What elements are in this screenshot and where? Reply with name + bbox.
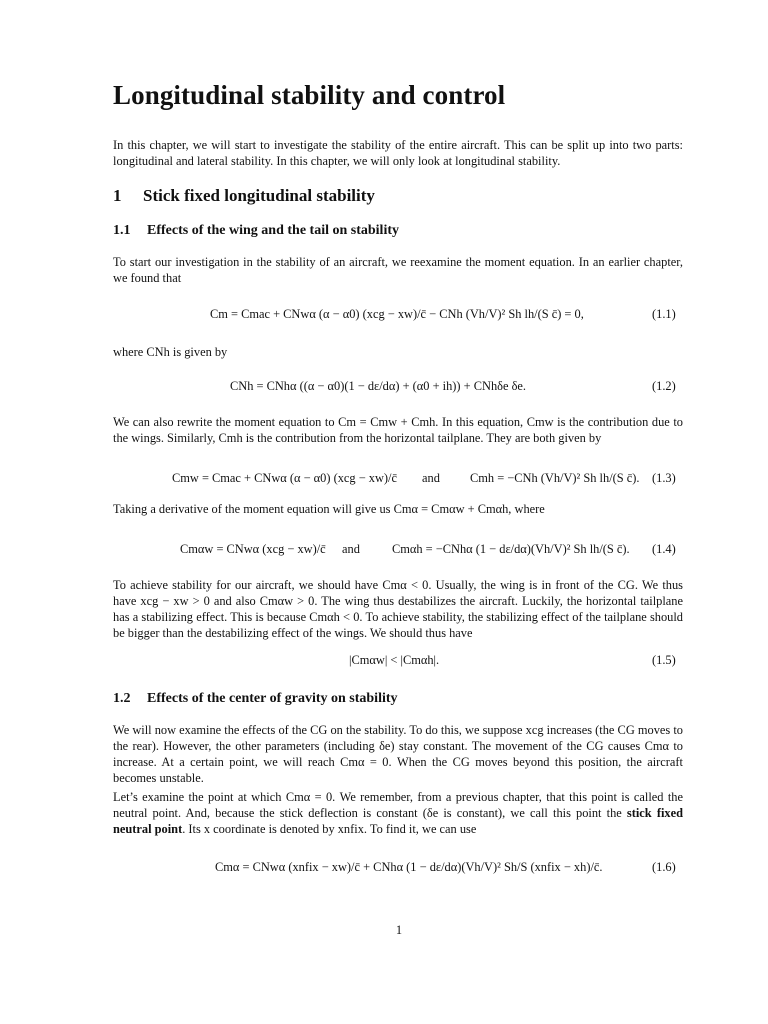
equation-1-6: Cmα = CNwα (xnfix − xw)/c̄ + CNhα (1 − dε/dα)(Vh/V)² Sh/S (xnfix − xh)/c̄. bbox=[215, 860, 603, 874]
equation-1-3-tail: Cmh = −CNh (Vh/V)² Sh lh/(S c̄). bbox=[470, 471, 640, 485]
subsection-number: 1.2 bbox=[113, 691, 131, 706]
equation-1-2: CNh = CNhα ((α − α0)(1 − dε/dα) + (α0 + ih)) + CNhδe δe. bbox=[230, 379, 527, 393]
paragraph-5: To achieve stability for our aircraft, we should have Cmα < 0. Usually, the wing is in front of the CG. We thus have xcg − xw > 0 and also Cmαw > 0. The wing thus destabilizes the aircraft. Luckily, the horizontal tailplane has a stabilizing effect. This is because Cmαh < 0. To achieve stability, the stabilizing effect of the tailplane should be bigger than the destabilizing effect of the wings. We should thus have bbox=[113, 578, 683, 640]
section-1-heading bbox=[113, 186, 375, 206]
section-number: 1 bbox=[113, 186, 122, 205]
section-title: Stick fixed longitudinal stability bbox=[143, 186, 375, 205]
equation-number-1-5: (1.5) bbox=[652, 653, 676, 667]
page-number: 1 bbox=[395, 923, 403, 937]
paragraph-1: To start our investigation in the stability of an aircraft, we reexamine the moment equation. In an earlier chapter, we found that bbox=[113, 255, 683, 285]
paragraph-7 bbox=[113, 789, 683, 837]
subsection-1-2-heading bbox=[113, 691, 398, 707]
equation-number-1-6: (1.6) bbox=[652, 860, 676, 874]
equation-1-3-and: and bbox=[422, 471, 440, 485]
stick-fixed-neutral-point-term: stick fixed neutral point bbox=[113, 806, 683, 836]
subsection-1-1-heading bbox=[113, 223, 399, 239]
equation-number-1-3: (1.3) bbox=[652, 471, 676, 485]
paragraph-2: where CNh is given by bbox=[113, 345, 228, 359]
paragraph-7-text: Let’s examine the point at which Cmα = 0. We remember, from a previous chapter, that this point is called the neutral point. And, because the stick deflection is constant (δe is constant), we call this point the stick fixed neutral point. Its x coordinate is denoted by xnfix. To find it, we can use bbox=[113, 790, 683, 836]
subsection-title: Effects of the center of gravity on stability bbox=[147, 691, 398, 706]
subsection-number: 1.1 bbox=[113, 223, 131, 238]
equation-number-1-2: (1.2) bbox=[652, 379, 676, 393]
equation-1-4-wing: Cmαw = CNwα (xcg − xw)/c̄ bbox=[180, 542, 326, 556]
paragraph-4: Taking a derivative of the moment equation will give us Cmα = Cmαw + Cmαh, where bbox=[113, 502, 545, 516]
equation-1-4-and: and bbox=[342, 542, 360, 556]
equation-number-1-1: (1.1) bbox=[652, 307, 676, 321]
equation-1-5: |Cmαw| < |Cmαh|. bbox=[349, 653, 440, 667]
chapter-title: Longitudinal stability and control bbox=[113, 80, 506, 110]
equation-1-3-wing: Cmw = Cmac + CNwα (α − α0) (xcg − xw)/c̄ bbox=[172, 471, 397, 485]
equation-1-4-tail: Cmαh = −CNhα (1 − dε/dα)(Vh/V)² Sh lh/(S c̄). bbox=[392, 542, 630, 556]
paragraph-3: We can also rewrite the moment equation to Cm = Cmw + Cmh. In this equation, Cmw is the contribution due to the wings. Similarly, Cmh is the contribution from the horizontal tailplane. They are both given by bbox=[113, 415, 683, 445]
intro-paragraph: In this chapter, we will start to investigate the stability of the entire aircraft. This can be split up into two parts: longitudinal and lateral stability. In this chapter, we will only look at longitudinal stability. bbox=[113, 138, 683, 168]
subsection-title: Effects of the wing and the tail on stability bbox=[147, 223, 399, 238]
paragraph-6: We will now examine the effects of the CG on the stability. To do this, we suppose xcg increases (the CG moves to the rear). However, the other parameters (including δe) stay constant. The movement of the CG causes Cmα to increase. At a certain point, we will reach Cmα = 0. When the CG moves beyond this position, the aircraft becomes unstable. bbox=[113, 723, 683, 785]
equation-number-1-4: (1.4) bbox=[652, 542, 676, 556]
equation-1-1: Cm = Cmac + CNwα (α − α0) (xcg − xw)/c̄ − CNh (Vh/V)² Sh lh/(S c̄) = 0, bbox=[210, 307, 584, 321]
